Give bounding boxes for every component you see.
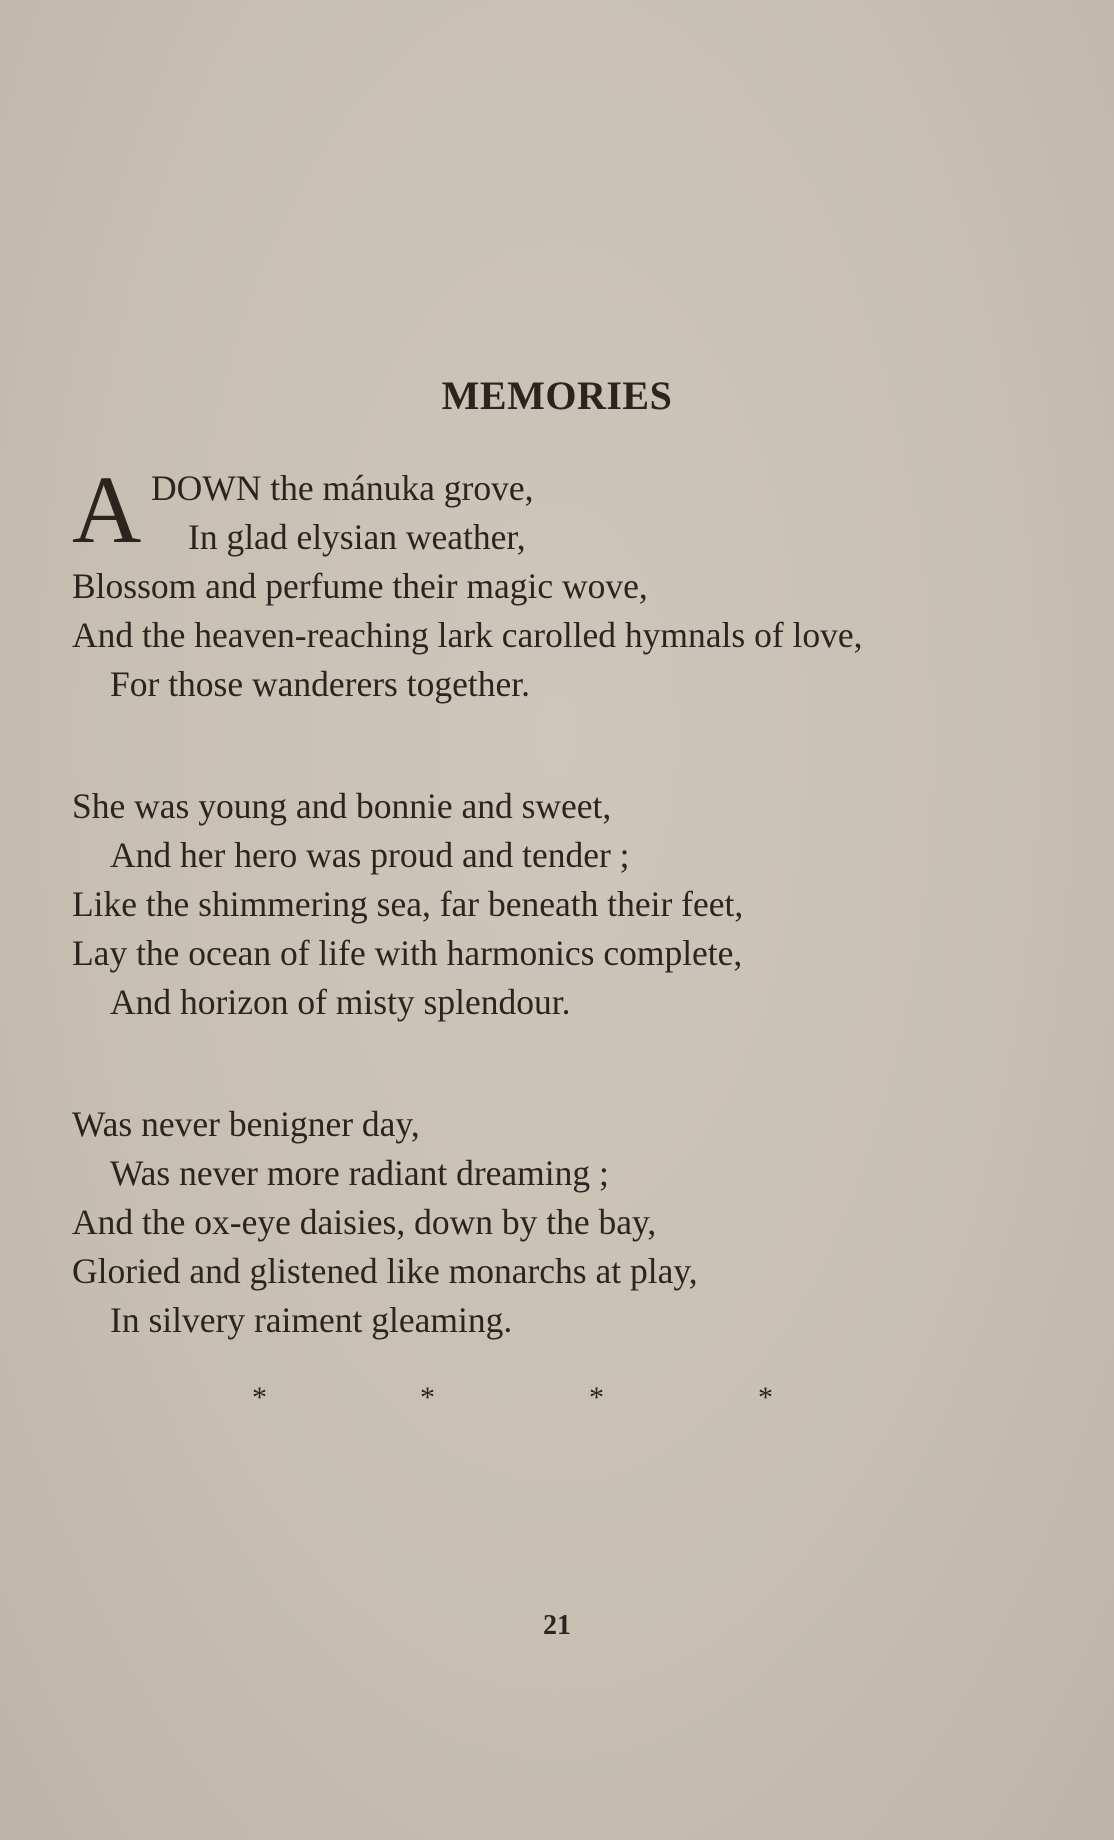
poem-line: And her hero was proud and tender ;: [110, 835, 630, 875]
separator-asterisk: *: [758, 1381, 773, 1414]
poem-line: In glad elysian weather,: [188, 517, 526, 557]
poem-line: Lay the ocean of life with harmonics complete,: [72, 933, 743, 973]
poem-line: Gloried and glistened like monarchs at play,: [72, 1251, 698, 1291]
page-number: 21: [543, 1610, 571, 1641]
poem-line: In silvery raiment gleaming.: [110, 1300, 513, 1340]
separator-asterisk: *: [589, 1381, 604, 1414]
poem-line: And the heaven-reaching lark carolled hymnals of love,: [72, 615, 863, 655]
poem-line: And the ox-eye daisies, down by the bay,: [72, 1202, 657, 1242]
poem-line: For those wanderers together.: [110, 664, 530, 704]
poem-title: MEMORIES: [441, 373, 673, 418]
poem-line: Blossom and perfume their magic wove,: [72, 566, 648, 606]
drop-cap: A: [72, 456, 142, 563]
section-separator: [0, 1378, 1114, 1418]
poem-line: And horizon of misty splendour.: [110, 982, 571, 1022]
poem-line: Like the shimmering sea, far beneath their feet,: [72, 884, 744, 924]
poem-line: She was young and bonnie and sweet,: [72, 786, 612, 826]
separator-asterisk: *: [420, 1381, 435, 1414]
poem-line: Was never benigner day,: [72, 1104, 420, 1144]
separator-asterisk: *: [252, 1381, 267, 1414]
poem-line: Was never more radiant dreaming ;: [110, 1153, 609, 1193]
poem-line: DOWN the mánuka grove,: [151, 468, 534, 508]
